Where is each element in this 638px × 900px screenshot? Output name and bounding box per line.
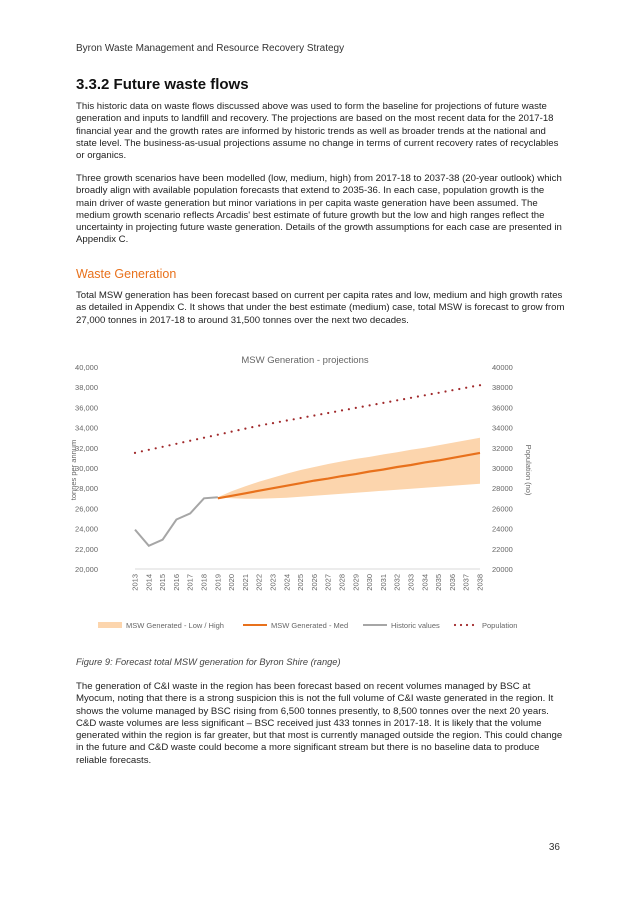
left-axis-ticks — [75, 363, 98, 574]
population-point — [244, 428, 246, 430]
population-point — [306, 416, 308, 418]
x-tick-label: 2014 — [144, 574, 154, 591]
y-tick-label: 26,000 — [75, 504, 98, 514]
y2-tick-label: 30000 — [492, 464, 513, 473]
population-point — [438, 392, 440, 394]
x-tick-label: 2024 — [282, 574, 292, 591]
y-tick-label: 22,000 — [75, 544, 98, 554]
y2-tick-label: 20000 — [492, 565, 513, 574]
population-point — [313, 414, 315, 416]
paragraph-4: The generation of C&I waste in the region has been forecast based on recent volumes managed by BSC at Myocum, noting that there is a strong suspicion this is not the full volume of C&I waste generated in the region. It shows the volume managed by BSC rising from 6,500 tonnes presently, to 8,500 tonnes over the next 20 years. C&D waste volumes are less significant – BSC received just 433 tonnes in 2017-18. It is likely that the volume generated within the region is far greater, but that most is currently managed outside the region. This could change in the future and C&D waste could become a more significant stream but there is no baseline data to produce reliable forecasts. — [76, 681, 563, 766]
figure-caption: Figure 9: Forecast total MSW generation for Byron Shire (range) — [76, 657, 341, 667]
population-point — [258, 425, 260, 427]
msw-projection-chart — [60, 350, 540, 640]
population-point — [286, 419, 288, 421]
population-point — [134, 452, 136, 454]
population-point — [431, 393, 433, 395]
population-point — [141, 450, 143, 452]
subsection-title: Waste Generation — [76, 267, 177, 281]
paragraph-3: Total MSW generation has been forecast based on current per capita rates and low, medium and high growth rates as detailed in Appendix C. It shows that under the best estimate (medium) case, total MSW is forecast to grow from 27,000 tonnes in 2017-18 to around 31,500 tonnes over the next two decades. — [76, 290, 565, 326]
x-tick-label: 2026 — [309, 574, 319, 591]
y-tick-label: 20,000 — [75, 565, 98, 574]
population-point — [231, 431, 233, 433]
x-tick-label: 2017 — [185, 574, 195, 591]
y2-tick-label: 22000 — [492, 544, 513, 554]
x-tick-label: 2015 — [158, 574, 168, 591]
legend — [98, 621, 517, 630]
population-point — [203, 437, 205, 439]
population-point — [465, 387, 467, 389]
population-point — [293, 418, 295, 420]
x-tick-label: 2020 — [227, 574, 237, 591]
y2-tick-label: 40000 — [492, 363, 513, 372]
population-point — [265, 423, 267, 425]
population-point — [355, 407, 357, 409]
population-point — [403, 398, 405, 400]
x-tick-label: 2029 — [351, 574, 361, 591]
population-point — [348, 408, 350, 410]
population-point — [224, 432, 226, 434]
population-point — [251, 426, 253, 428]
y2-tick-label: 24000 — [492, 524, 513, 534]
population-point — [168, 444, 170, 446]
running-header: Byron Waste Management and Resource Recovery Strategy — [76, 43, 345, 54]
population-point — [162, 446, 164, 448]
right-axis-ticks — [492, 363, 513, 574]
population-point — [362, 406, 364, 408]
x-tick-label: 2022 — [254, 574, 264, 591]
population-point — [155, 447, 157, 449]
x-tick-label: 2036 — [447, 574, 457, 591]
paragraph-2: Three growth scenarios have been modelled (low, medium, high) from 2017-18 to 2037-38 (20-year outlook) which broadly align with available population forecasts that extend to 2035-36. In each case, population growth is the main driver of waste generation but minor variations in per capita waste generation have been assumed. The medium growth scenario reflects Arcadis' best estimate of future growth but the low and high ranges reflect the uncertainty in projecting future waste generation. Details of the growth assumptions for each case are presented in Appendix C. — [76, 173, 562, 246]
population-point — [272, 422, 274, 424]
y2-tick-label: 34000 — [492, 423, 513, 433]
page-number: 36 — [548, 842, 560, 853]
population-point — [396, 399, 398, 401]
x-tick-label: 2038 — [475, 574, 485, 591]
legend-label-hist: Historic values — [391, 621, 440, 630]
population-point — [472, 385, 474, 387]
y-tick-label: 24,000 — [75, 524, 98, 534]
y-tick-label: 30,000 — [75, 464, 98, 473]
legend-label-med: MSW Generated - Med — [271, 621, 349, 630]
x-tick-label: 2019 — [213, 574, 223, 591]
x-tick-label: 2018 — [199, 574, 209, 591]
y2-tick-label: 38000 — [492, 383, 513, 393]
x-tick-label: 2037 — [461, 574, 471, 591]
x-tick-label: 2035 — [434, 574, 444, 591]
population-point — [210, 435, 212, 437]
population-point — [148, 449, 150, 451]
paragraph-1: This historic data on waste flows discussed above was used to form the baseline for projections of future waste generation and inputs to landfill and recovery. The projections are based on the most recent data for the 2017-18 financial year and the growth rates are informed by historic trends as well as broader trends at the national and state level. The business-as-usual projections assume no change in terms of current recovery rates of recyclables or organics. — [76, 101, 559, 162]
low-high-band — [218, 438, 480, 499]
historic-line — [135, 497, 218, 546]
x-tick-label: 2030 — [365, 574, 375, 591]
population-point — [182, 441, 184, 443]
x-tick-label: 2033 — [406, 574, 416, 591]
population-point — [237, 429, 239, 431]
population-point — [217, 434, 219, 436]
population-point — [369, 404, 371, 406]
x-tick-label: 2032 — [392, 574, 402, 591]
x-tick-label: 2023 — [268, 574, 278, 591]
chart-title: MSW Generation - projections — [241, 355, 369, 366]
y2-tick-label: 26000 — [492, 504, 513, 514]
population-point — [189, 440, 191, 442]
population-point — [389, 401, 391, 403]
x-tick-label: 2027 — [323, 574, 333, 591]
population-point — [424, 394, 426, 396]
y-tick-label: 40,000 — [75, 363, 98, 372]
population-point — [327, 412, 329, 414]
legend-label-band: MSW Generated - Low / High — [126, 621, 224, 630]
x-tick-label: 2016 — [171, 574, 181, 591]
y-tick-label: 38,000 — [75, 383, 98, 393]
y2-tick-label: 28000 — [492, 484, 513, 494]
population-point — [479, 384, 481, 386]
y2-axis-label: Population (no) — [524, 444, 533, 496]
population-point — [458, 388, 460, 390]
population-dots — [134, 384, 481, 454]
population-point — [451, 389, 453, 391]
y-axis-label: tonnes per annum — [69, 439, 78, 501]
x-tick-label: 2025 — [296, 574, 306, 591]
legend-swatch-pop — [454, 624, 474, 626]
x-tick-label: 2031 — [378, 574, 388, 591]
population-point — [410, 397, 412, 399]
legend-label-pop: Population — [482, 621, 518, 630]
population-point — [341, 409, 343, 411]
section-title: 3.3.2 Future waste flows — [76, 76, 249, 93]
x-tick-label: 2013 — [130, 574, 140, 591]
y-tick-label: 28,000 — [75, 484, 98, 494]
population-point — [382, 402, 384, 404]
population-point — [334, 411, 336, 413]
x-tick-label: 2034 — [420, 574, 430, 591]
population-point — [279, 421, 281, 423]
population-point — [444, 390, 446, 392]
y-tick-label: 32,000 — [75, 443, 98, 453]
y-tick-label: 34,000 — [75, 423, 98, 433]
y2-tick-label: 32000 — [492, 443, 513, 453]
population-point — [320, 413, 322, 415]
legend-swatch-band — [98, 622, 122, 628]
population-point — [175, 443, 177, 445]
x-axis-ticks — [131, 574, 485, 591]
population-point — [300, 417, 302, 419]
x-tick-label: 2028 — [337, 574, 347, 591]
y2-tick-label: 36000 — [492, 403, 513, 413]
population-point — [417, 395, 419, 397]
y-tick-label: 36,000 — [75, 403, 98, 413]
population-point — [375, 403, 377, 405]
population-point — [196, 438, 198, 440]
x-tick-label: 2021 — [240, 574, 250, 591]
